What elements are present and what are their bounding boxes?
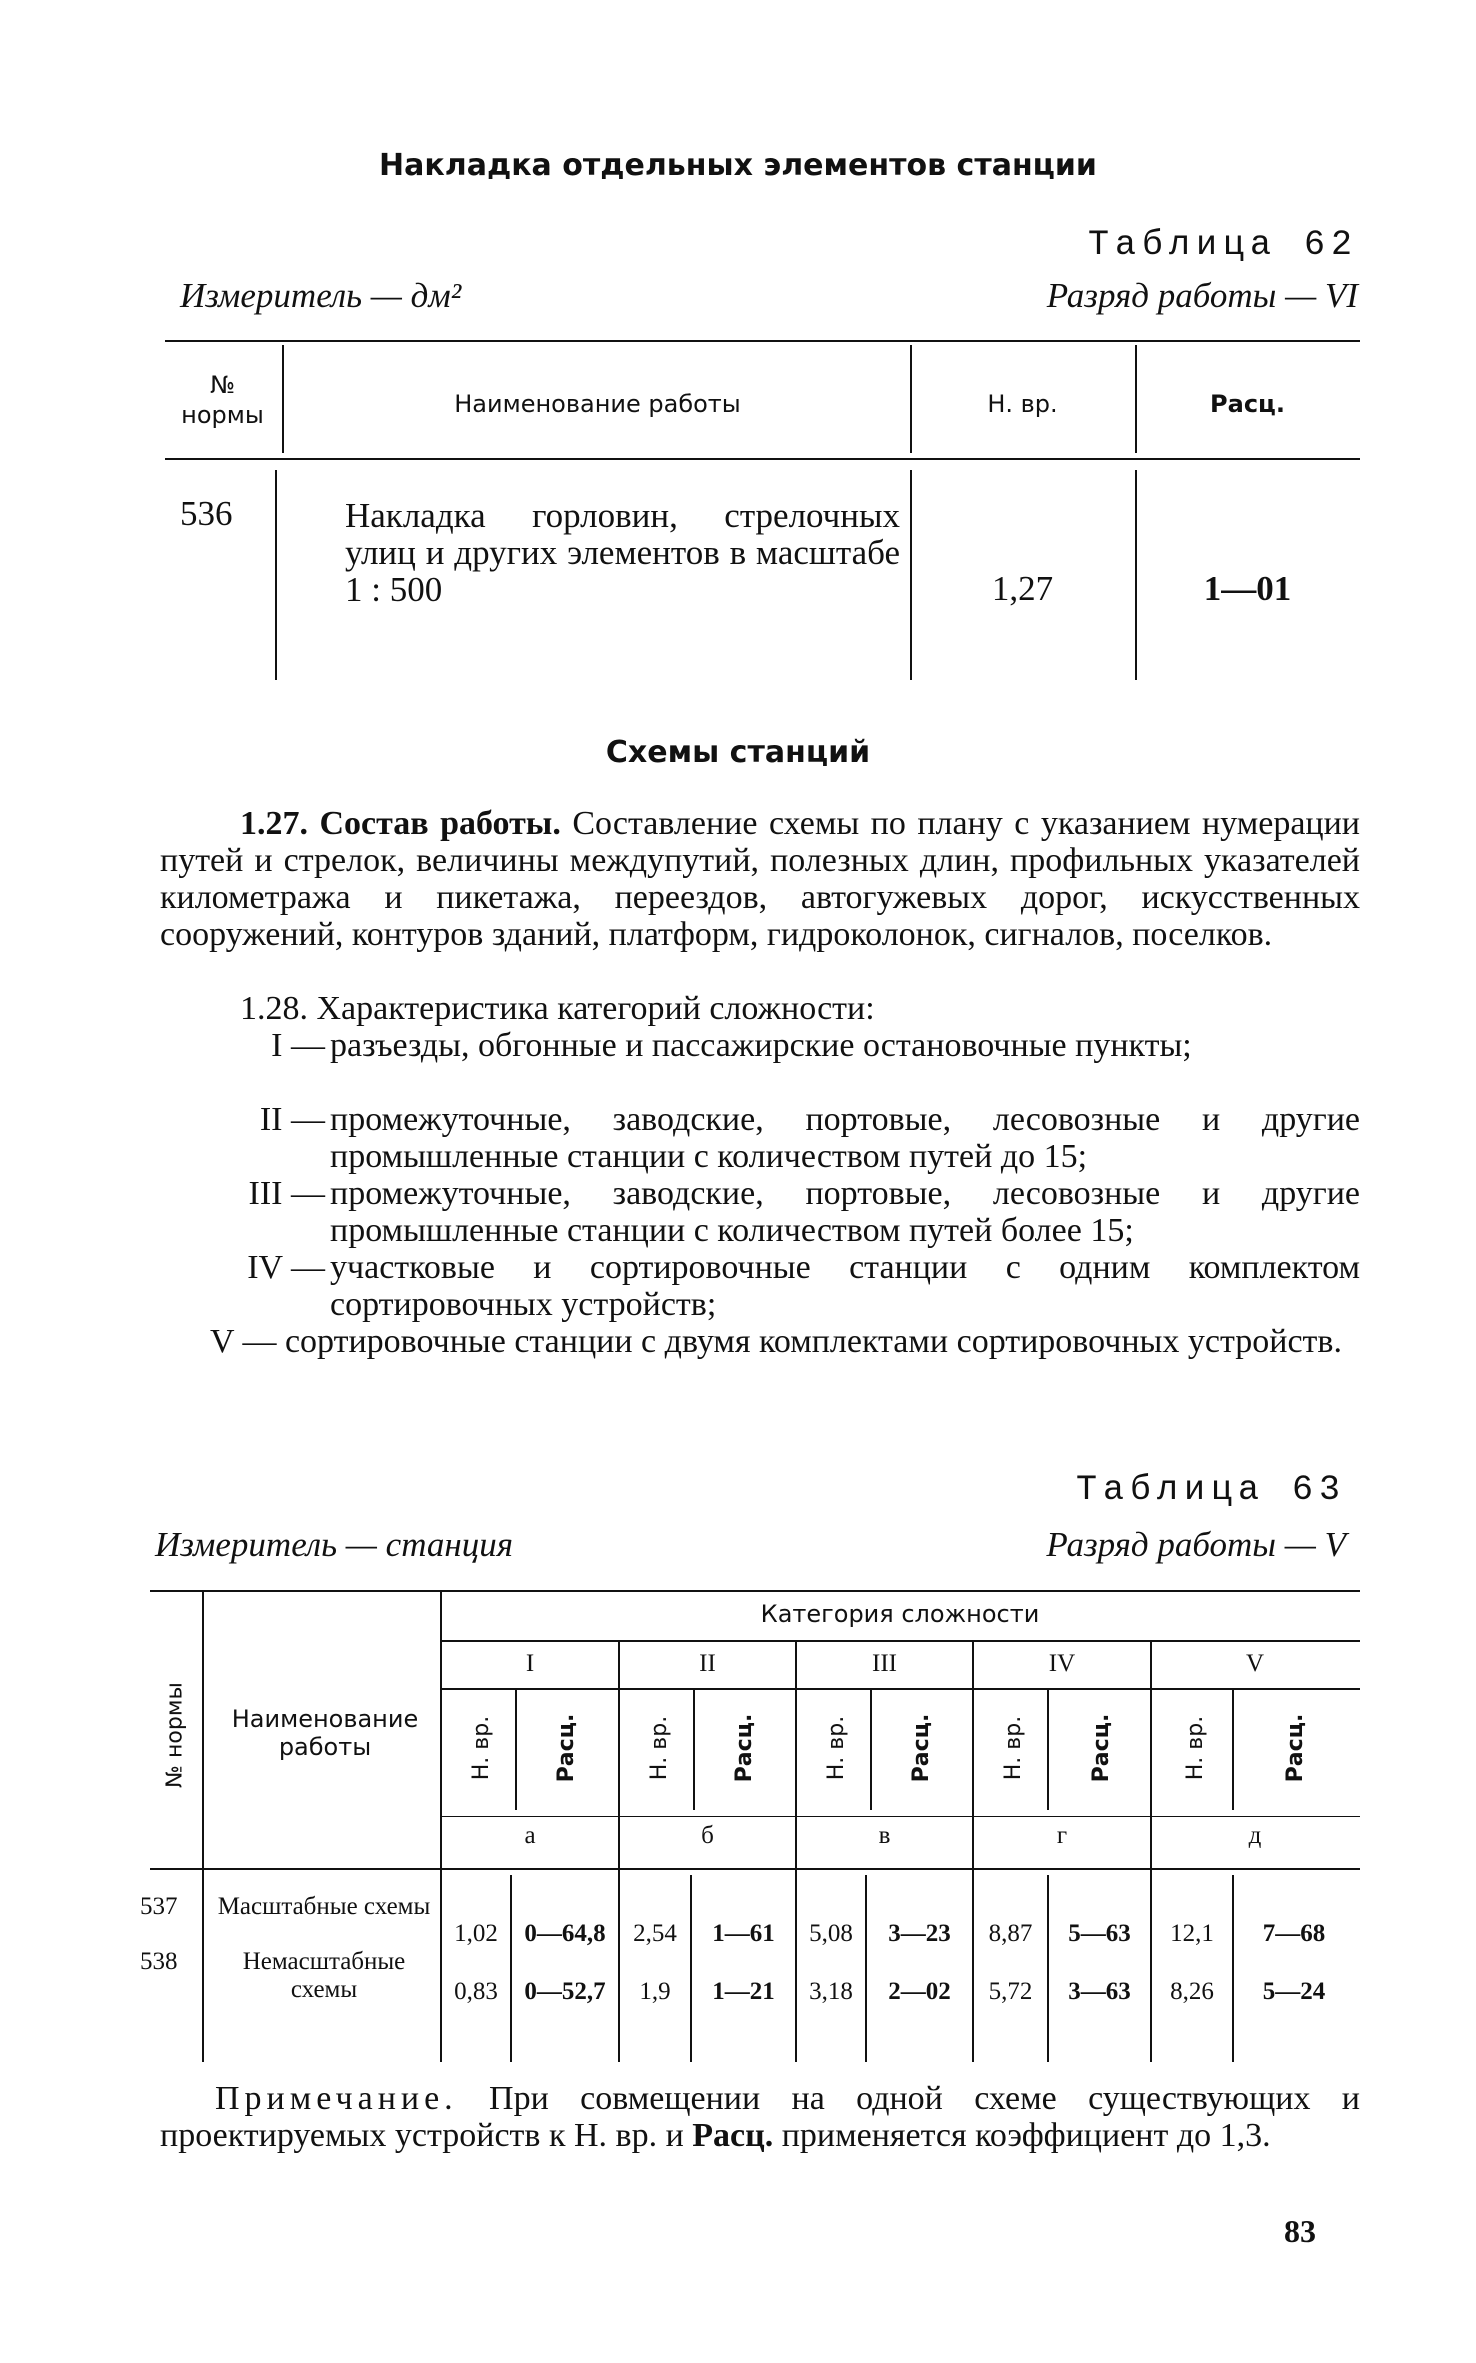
paragraph-1-27	[160, 805, 1360, 953]
paragraph-1-28: 1.28. Характеристика категорий сложности:	[240, 990, 875, 1027]
cat-I-rasc: Расц.	[554, 1713, 579, 1783]
note	[160, 2080, 1360, 2154]
category-text-5: сортировочные станции с двумя комплектами сортировочных устройств.	[284, 1323, 1342, 1360]
note-text-1: При совмещении на одной схеме существующих и проектируемых устройств к Н. вр. и	[160, 2080, 1361, 2154]
row-536-no: 536	[180, 494, 233, 533]
cat-II-nvr: Н. вр.	[647, 1715, 672, 1781]
col-letter-b: б	[701, 1822, 714, 1849]
cat-V-nvr: Н. вр.	[1183, 1715, 1208, 1781]
row-537-val: 2,54	[633, 1920, 677, 1947]
row-537-val: 3—23	[888, 1920, 951, 1947]
col-letter-d: д	[1248, 1822, 1262, 1849]
table-62-measure: Измеритель — дм²	[180, 276, 462, 315]
row-538-val: 8,26	[1170, 1978, 1214, 2005]
cat-II: II	[699, 1650, 716, 1677]
category-text-2: промежуточные, заводские, портовые, лесовозные и другие промышленные станции с количеством путей до 15;	[330, 1101, 1360, 1175]
row-537-val: 1—61	[712, 1920, 775, 1947]
table-63-grade: Разряд работы — V	[1046, 1525, 1346, 1564]
row-538-val: 0,83	[454, 1978, 498, 2005]
row-537-val: 5—63	[1068, 1920, 1131, 1947]
note-text-2: применяется коэффициент до 1,3.	[773, 2117, 1271, 2154]
section-title-schemes: Схемы станций	[605, 735, 871, 770]
header-norm-no: № нормы	[181, 371, 264, 429]
category-num-4: IV —	[247, 1249, 325, 1286]
row-538-val: 3,18	[809, 1978, 853, 2005]
cat-I: I	[525, 1650, 535, 1677]
category-num-1: I —	[271, 1027, 325, 1064]
category-num-2: II —	[259, 1101, 325, 1138]
header-work-name: Наименование работы	[231, 1705, 419, 1761]
col-letter-a: а	[524, 1822, 536, 1849]
row-538-val: 5,72	[988, 1978, 1033, 2005]
row-537-val: 12,1	[1170, 1920, 1214, 1947]
row-538-no: 538	[140, 1948, 178, 1975]
cat-I-nvr: Н. вр.	[469, 1715, 494, 1781]
row-538-val: 0—52,7	[524, 1978, 606, 2005]
row-536-name: Накладка горловин, стрелочных улиц и других элементов в масштабе 1 : 500	[345, 496, 900, 609]
table-62-label: Таблица 62	[1087, 225, 1358, 265]
category-num-5: V —	[210, 1323, 277, 1360]
table-63-label: Таблица 63	[1075, 1470, 1346, 1510]
header-category: Категория сложности	[760, 1600, 1040, 1628]
header-norm-no: № нормы	[162, 1682, 188, 1788]
cat-III: III	[872, 1650, 897, 1677]
category-item-5	[160, 1323, 1360, 1360]
row-537-val: 0—64,8	[524, 1920, 606, 1947]
p127-lead: 1.27. Состав работы.	[240, 805, 561, 842]
row-538-val: 5—24	[1262, 1978, 1326, 2005]
category-text-4: участковые и сортировочные станции с одним комплектом сортировочных устройств;	[330, 1249, 1360, 1323]
row-538-name: Немасштабные схемы	[242, 1948, 406, 2003]
row-538-val: 1—21	[712, 1978, 775, 2005]
header-nvr: Н. вр.	[987, 390, 1058, 418]
row-538-val: 3—63	[1068, 1978, 1131, 2005]
table-62-grade: Разряд работы — VI	[1046, 276, 1358, 315]
row-537-val: 8,87	[988, 1920, 1033, 1947]
cat-IV: IV	[1048, 1650, 1076, 1677]
row-537-no: 537	[140, 1893, 178, 1920]
row-536-nvr: 1,27	[991, 569, 1054, 608]
cat-V: V	[1245, 1650, 1265, 1677]
category-text-3: промежуточные, заводские, портовые, лесовозные и другие промышленные станции с количеством путей более 15;	[330, 1175, 1360, 1249]
cat-III-nvr: Н. вр.	[824, 1715, 849, 1781]
p127-body: Составление схемы по плану с указанием нумерации путей и стрелок, величины междупутий, полезных длин, профильных указателей километража и пикетажа, переездов, автогужевых дорог, искусственных сооружений, контуров зданий, платформ, гидроколонок, сигналов, поселков.	[160, 805, 1360, 953]
cat-III-rasc: Расц.	[909, 1713, 934, 1783]
header-work-name: Наименование работы	[454, 390, 741, 418]
cat-IV-nvr: Н. вр.	[1001, 1715, 1026, 1781]
cat-IV-rasc: Расц.	[1089, 1713, 1114, 1783]
cat-V-rasc: Расц.	[1283, 1713, 1308, 1783]
row-537-val: 5,08	[809, 1920, 853, 1947]
col-letter-v: в	[878, 1822, 891, 1849]
category-num-3: III —	[248, 1175, 325, 1212]
header-rasc: Расц.	[1210, 390, 1285, 418]
col-letter-g: г	[1056, 1822, 1068, 1849]
row-537-name: Масштабные схемы	[217, 1893, 431, 1920]
section-title-overlay: Накладка отдельных элементов станции	[379, 148, 1097, 183]
row-537-val: 1,02	[454, 1920, 498, 1947]
table-63-measure: Измеритель — станция	[155, 1525, 514, 1564]
row-537-val: 7—68	[1262, 1920, 1326, 1947]
row-538-val: 2—02	[888, 1978, 951, 2005]
category-text-1: разъезды, обгонные и пассажирские остановочные пункты;	[330, 1027, 1192, 1064]
cat-II-rasc: Расц.	[732, 1713, 757, 1783]
page-number: 83	[1284, 2213, 1316, 2249]
note-lead: Примечание.	[215, 2080, 458, 2117]
row-536-rasc: 1—01	[1203, 569, 1292, 608]
row-538-val: 1,9	[639, 1978, 671, 2005]
note-bold: Расц.	[692, 2117, 774, 2154]
